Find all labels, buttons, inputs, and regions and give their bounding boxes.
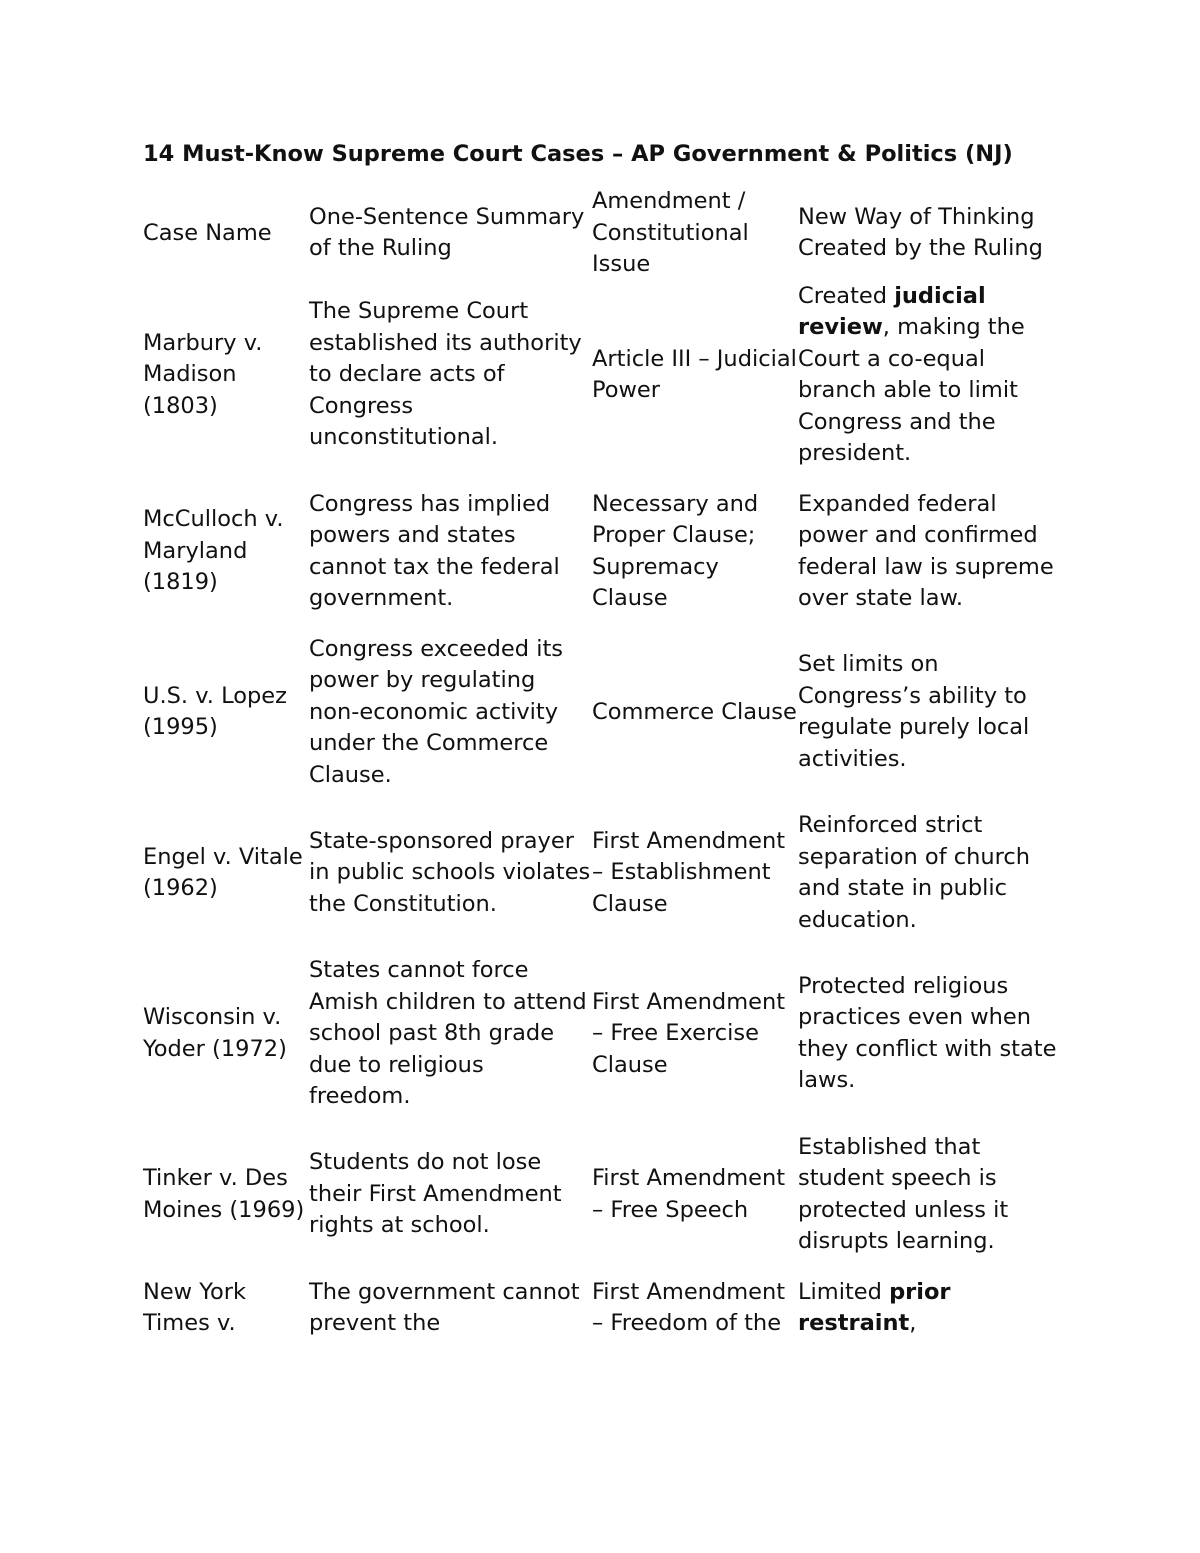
new-thinking-cell: Reinforced strict separation of church and state in public education. [798, 812, 1031, 933]
summary-cell: The government cannot prevent the [309, 1278, 580, 1336]
table-row [143, 489, 1063, 634]
header-case-name: Case Name [143, 219, 272, 246]
table-row [143, 1277, 1063, 1340]
case-name-cell: New York Times v. [143, 1278, 247, 1336]
summary-cell: Congress exceeded its power by regulating non-economic activity under the Commerce Clause. [309, 635, 563, 788]
table-row [143, 1132, 1063, 1277]
table-header-row [143, 186, 1063, 281]
supreme-court-cases-table [143, 186, 1063, 1340]
issue-cell: Commerce Clause [592, 698, 797, 725]
new-thinking-cell [798, 1277, 1063, 1340]
document-page [143, 138, 1063, 1340]
new-thinking-cell: Set limits on Congress’s ability to regulate purely local activities. [798, 651, 1030, 772]
new-thinking-emphasis: prior restraint [798, 1278, 951, 1336]
case-name-cell: Marbury v. Madison (1803) [143, 329, 263, 419]
case-name-cell: Tinker v. Des Moines (1969) [143, 1165, 305, 1223]
new-thinking-cell [798, 281, 1063, 489]
issue-cell: First Amendment – Free Exercise Clause [592, 988, 786, 1078]
new-thinking-text-pre: Created [798, 282, 895, 309]
new-thinking-cell: Protected religious practices even when they conflict with state laws. [798, 972, 1057, 1094]
new-thinking-text-pre: Limited [798, 1278, 890, 1305]
issue-cell: First Amendment – Free Speech [592, 1165, 786, 1223]
table-row [143, 955, 1063, 1132]
summary-cell: States cannot force Amish children to attend school past 8th grade due to religious freedom. [309, 957, 587, 1109]
new-thinking-text-post: , [909, 1310, 917, 1336]
new-thinking-cell: Expanded federal power and confirmed federal law is supreme over state law. [798, 490, 1054, 611]
document-title: 14 Must-Know Supreme Court Cases – AP Government & Politics (NJ) [143, 141, 1013, 167]
table-row [143, 634, 1063, 811]
case-name-cell: Engel v. Vitale (1962) [143, 843, 303, 901]
header-issue: Amendment / Constitutional Issue [592, 188, 749, 277]
issue-cell: Article III – Judicial Power [592, 345, 797, 403]
summary-cell: The Supreme Court established its authority to declare acts of Congress unconstitutional. [309, 298, 582, 451]
summary-cell: Students do not lose their First Amendment rights at school. [309, 1149, 562, 1239]
header-summary: One-Sentence Summary of the Ruling [309, 203, 585, 262]
summary-cell: State-sponsored prayer in public schools violates the Constitution. [309, 827, 591, 917]
case-name-cell: U.S. v. Lopez (1995) [143, 682, 287, 741]
new-thinking-cell: Established that student speech is protected unless it disrupts learning. [798, 1133, 1009, 1254]
issue-cell: First Amendment – Establishment Clause [592, 827, 786, 917]
new-thinking-emphasis: judicial review [798, 282, 986, 340]
issue-cell: First Amendment – Freedom of the [592, 1278, 786, 1336]
header-new-thinking: New Way of Thinking Created by the Ruling [798, 203, 1043, 262]
case-name-cell: McCulloch v. Maryland (1819) [143, 506, 284, 596]
new-thinking-text-post: , making the Court a co-equal branch able to limit Congress and the president. [798, 314, 1025, 466]
table-row [143, 810, 1063, 955]
issue-cell: Necessary and Proper Clause; Supremacy Clause [592, 490, 759, 611]
case-name-cell: Wisconsin v. Yoder (1972) [143, 1004, 287, 1062]
table-row [143, 281, 1063, 489]
summary-cell: Congress has implied powers and states cannot tax the federal government. [309, 490, 560, 611]
